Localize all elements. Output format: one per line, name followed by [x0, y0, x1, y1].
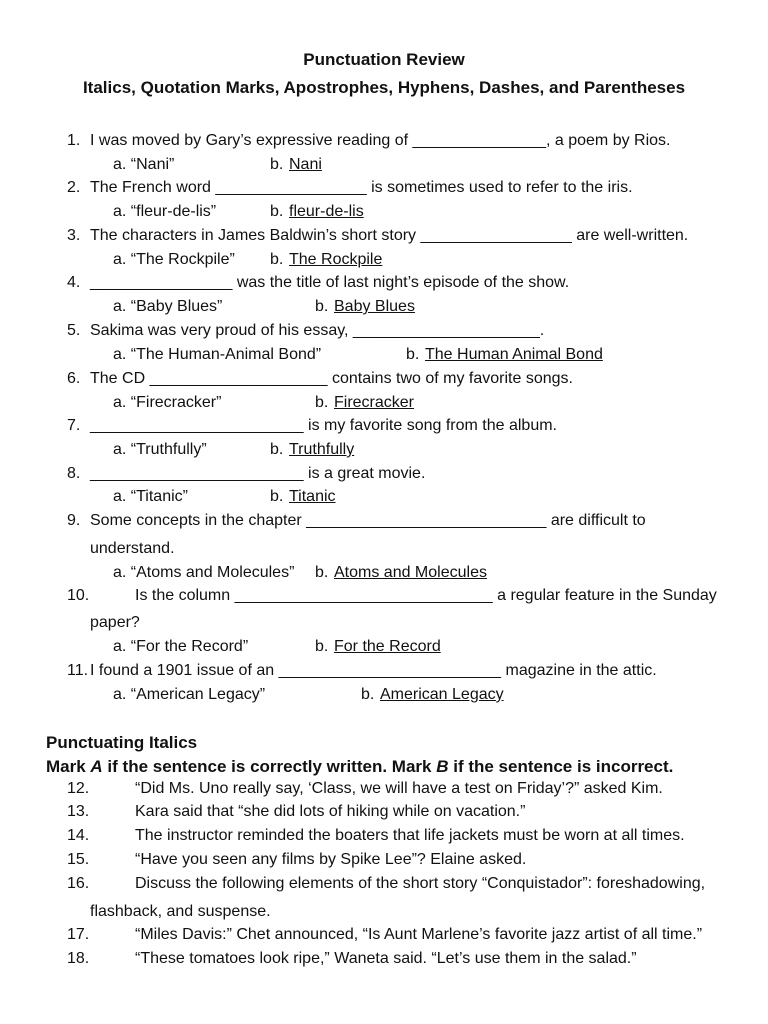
option-b-label: b. — [406, 346, 420, 363]
item-question: ________________ was the title of last night’s episode of the show. — [90, 274, 570, 291]
item-number: 4. — [67, 274, 81, 291]
option-a: a. “Nani” — [113, 156, 175, 173]
option-b: Atoms and Molecules — [334, 564, 487, 581]
section-instructions: Mark A if the sentence is correctly written. Mark B if the sentence is incorrect. — [46, 757, 674, 776]
item-number: 1. — [67, 132, 81, 149]
option-b-label: b. — [315, 638, 329, 655]
item-question: The French word _________________ is sometimes used to refer to the iris. — [90, 179, 633, 196]
option-b-label: b. — [270, 251, 284, 268]
item-question: The CD ____________________ contains two of my favorite songs. — [90, 370, 573, 387]
item-number: 5. — [67, 322, 81, 339]
option-b-label: b. — [270, 156, 284, 173]
option-b-label: b. — [270, 488, 284, 505]
item-number: 7. — [67, 417, 81, 434]
item-question-continued: understand. — [90, 540, 175, 557]
sentence-text: “Did Ms. Uno really say, ‘Class, we will have a test on Friday’?” asked Kim. — [135, 780, 663, 797]
sentence-text: “These tomatoes look ripe,” Waneta said. “Let’s use them in the salad.” — [135, 950, 637, 967]
option-a: a. “The Rockpile” — [113, 251, 235, 268]
sentence-number: 13. — [67, 803, 90, 820]
option-b: Baby Blues — [334, 298, 415, 315]
option-b: American Legacy — [380, 686, 504, 703]
sentence-number: 18. — [67, 950, 90, 967]
option-b-label: b. — [315, 298, 329, 315]
item-question-continued: paper? — [90, 614, 140, 631]
option-b: For the Record — [334, 638, 441, 655]
option-b: Firecracker — [334, 394, 415, 411]
item-number: 10. — [67, 587, 90, 604]
item-number: 8. — [67, 465, 81, 482]
option-b-label: b. — [361, 686, 375, 703]
item-question: The characters in James Baldwin’s short story _________________ are well-written. — [90, 227, 689, 244]
item-question: Is the column _____________________________ a regular feature in the Sunday — [135, 587, 717, 604]
option-b-label: b. — [315, 394, 329, 411]
option-a: a. “Baby Blues” — [113, 298, 223, 315]
option-a: a. “fleur-de-lis” — [113, 203, 217, 220]
item-question: ________________________ is my favorite song from the album. — [90, 417, 557, 434]
page-title: Punctuation Review — [303, 50, 465, 69]
option-a: a. “Firecracker” — [113, 394, 222, 411]
item-number: 11. — [67, 662, 89, 679]
sentence-number: 14. — [67, 827, 90, 844]
item-number: 2. — [67, 179, 81, 196]
option-a: a. “For the Record” — [113, 638, 249, 655]
option-b-label: b. — [270, 203, 284, 220]
sentence-text: “Have you seen any films by Spike Lee”? Elaine asked. — [135, 851, 527, 868]
sentence-number: 16. — [67, 875, 90, 892]
item-question: ________________________ is a great movie. — [90, 465, 426, 482]
sentence-number: 17. — [67, 926, 90, 943]
option-b: fleur-de-lis — [289, 203, 364, 220]
option-a: a. “Atoms and Molecules” — [113, 564, 295, 581]
option-b-label: b. — [270, 441, 284, 458]
item-question: Some concepts in the chapter ___________________________ are difficult to — [90, 512, 646, 529]
option-a: a. “American Legacy” — [113, 686, 266, 703]
sentence-text: “Miles Davis:” Chet announced, “Is Aunt Marlene’s favorite jazz artist of all time.” — [135, 926, 703, 943]
page-subtitle: Italics, Quotation Marks, Apostrophes, Hyphens, Dashes, and Parentheses — [82, 78, 686, 97]
option-b-label: b. — [315, 564, 329, 581]
sentence-text-continued: flashback, and suspense. — [90, 903, 271, 920]
item-question: I was moved by Gary’s expressive reading of _______________, a poem by Rios. — [90, 132, 671, 149]
section-heading: Punctuating Italics — [46, 733, 198, 752]
item-number: 6. — [67, 370, 81, 387]
sentence-text: The instructor reminded the boaters that life jackets must be worn at all times. — [135, 827, 685, 844]
option-b: Nani — [289, 156, 322, 173]
option-a: a. “The Human-Animal Bond” — [113, 346, 322, 363]
option-a: a. “Truthfully” — [113, 441, 207, 458]
option-b: The Rockpile — [289, 251, 383, 268]
option-b: Truthfully — [289, 441, 355, 458]
sentence-text: Discuss the following elements of the short story “Conquistador”: foreshadowing, — [135, 875, 706, 892]
item-number: 3. — [67, 227, 81, 244]
sentence-number: 15. — [67, 851, 90, 868]
item-question: I found a 1901 issue of an _________________________ magazine in the attic. — [90, 662, 657, 679]
item-number: 9. — [67, 512, 81, 529]
option-b: The Human Animal Bond — [425, 346, 603, 363]
sentence-text: Kara said that “she did lots of hiking while on vacation.” — [135, 803, 526, 820]
sentence-number: 12. — [67, 780, 90, 797]
option-a: a. “Titanic” — [113, 488, 188, 505]
option-b: Titanic — [289, 488, 336, 505]
item-question: Sakima was very proud of his essay, _____________________. — [90, 322, 545, 339]
